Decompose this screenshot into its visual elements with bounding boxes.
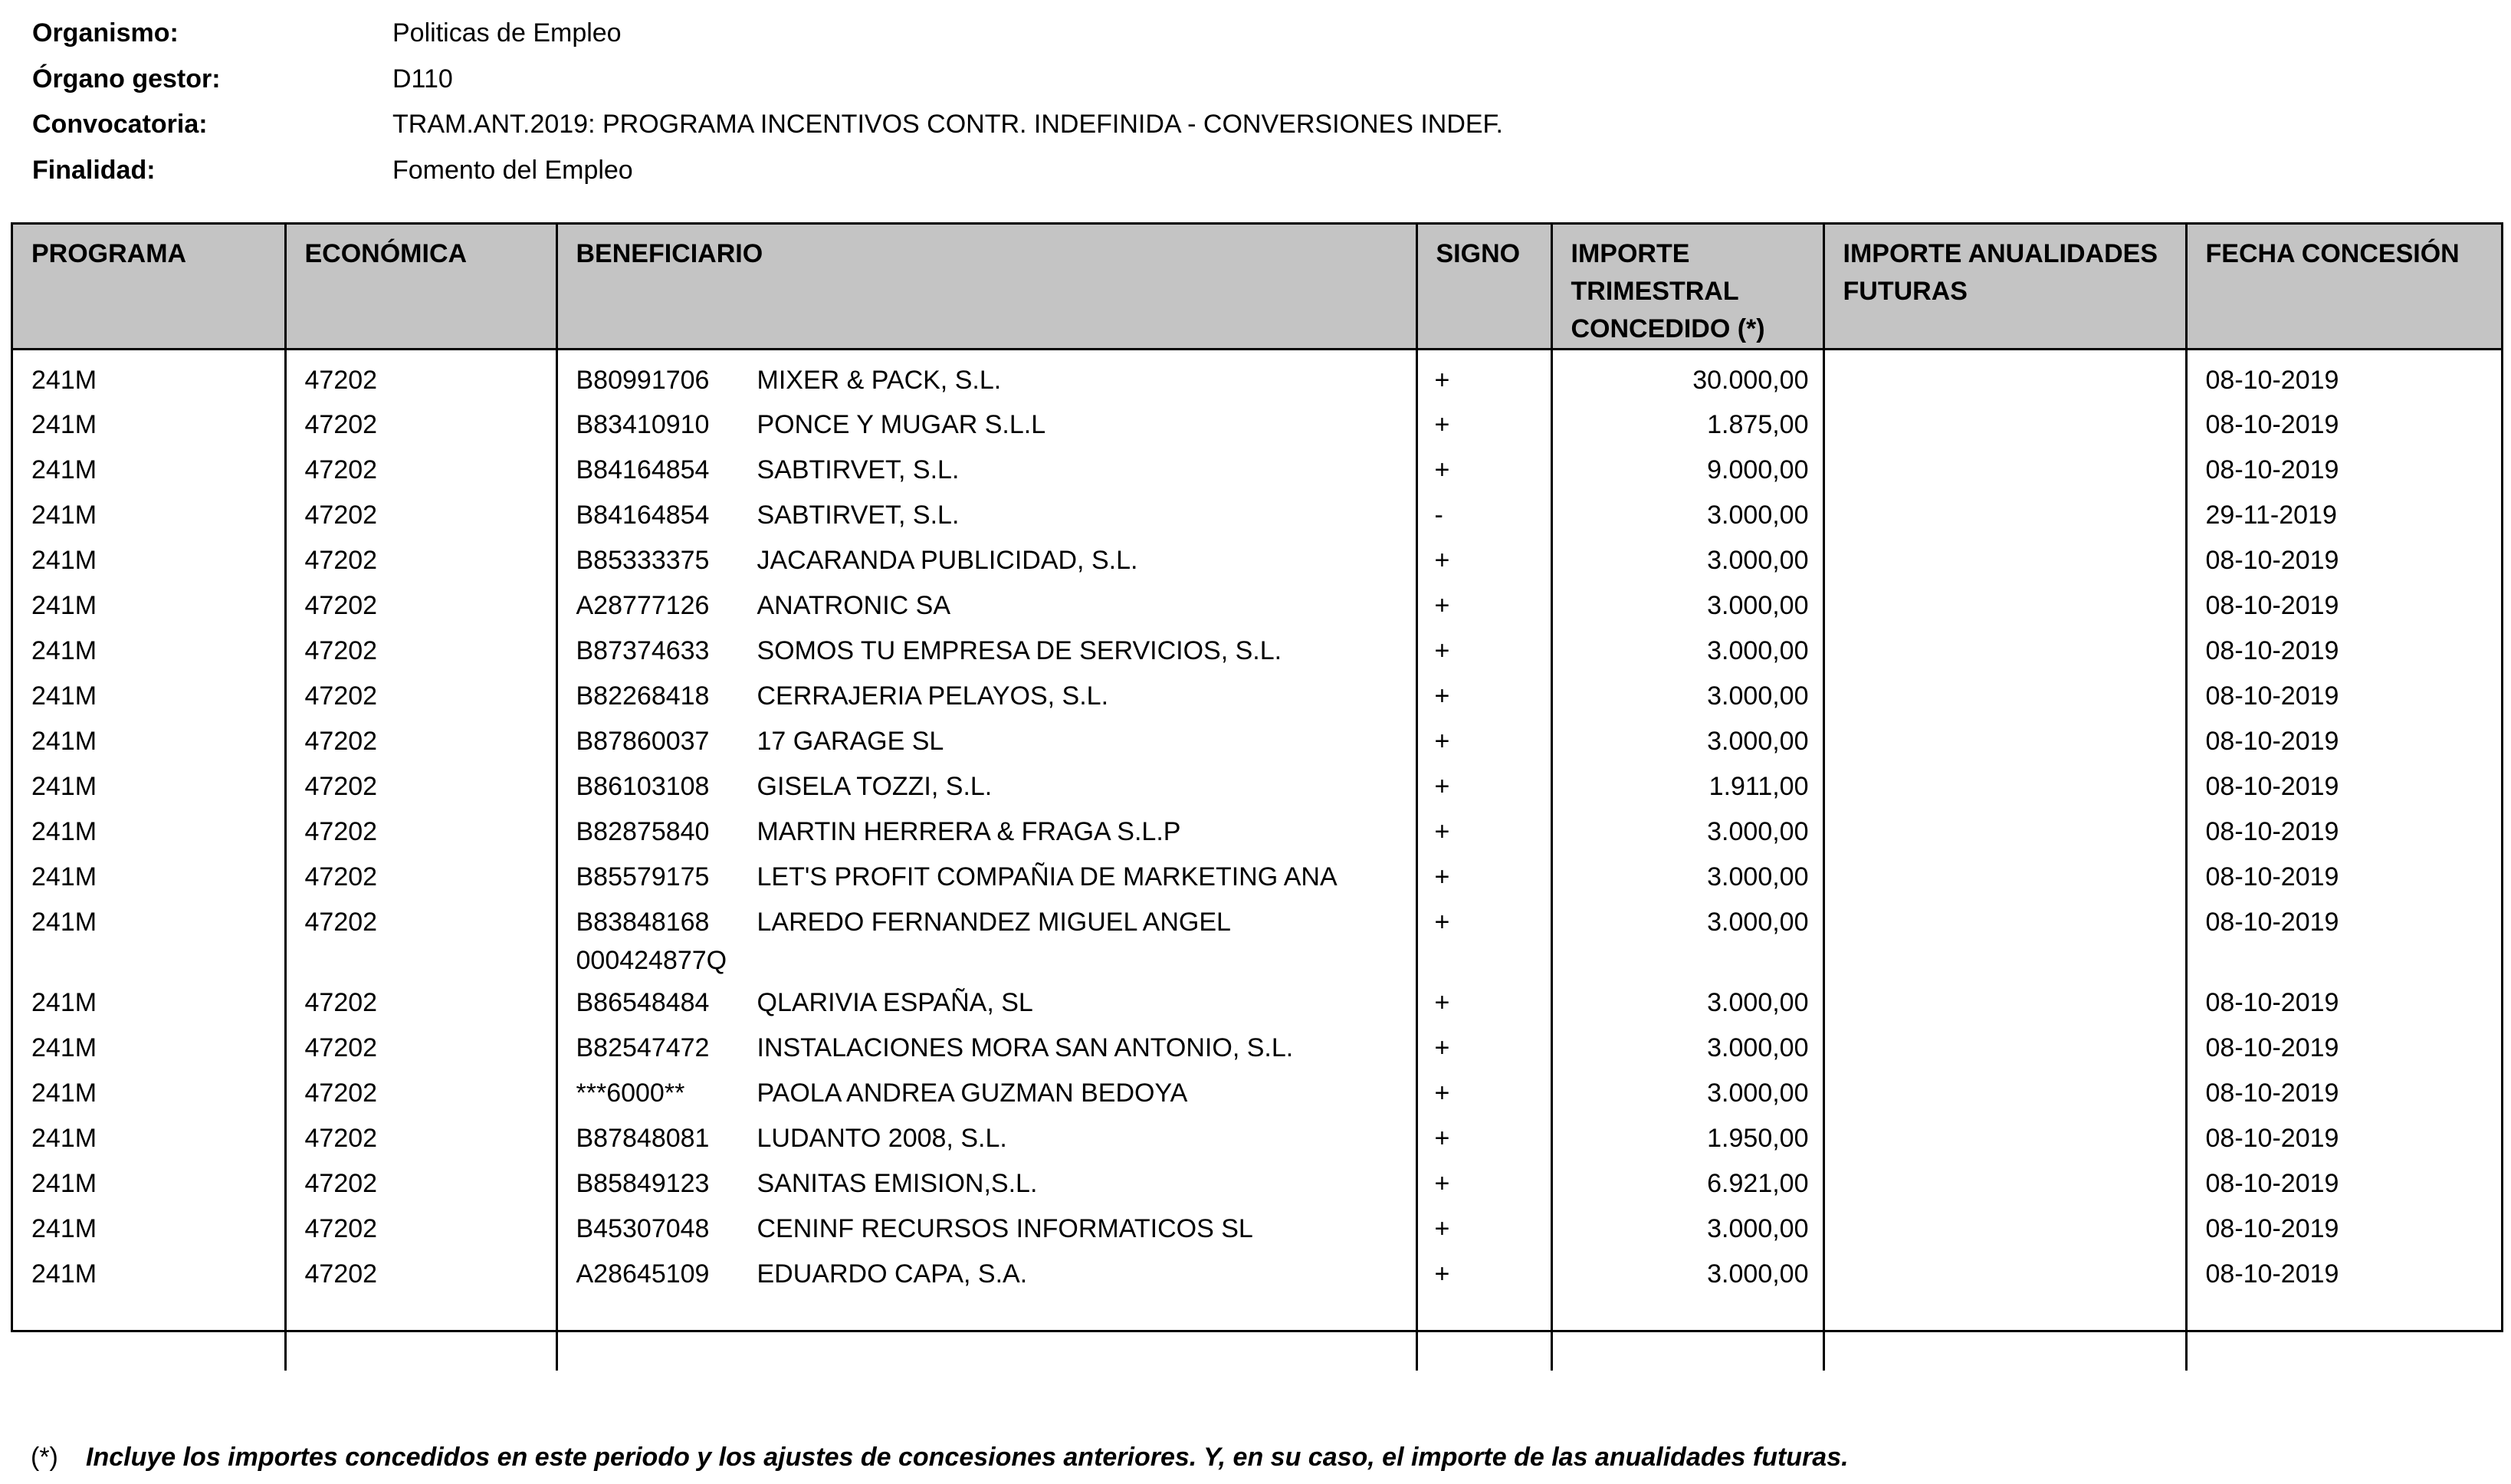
beneficiario-nif: B82547472 [576,1033,710,1062]
meta-value: Fomento del Empleo [392,155,633,185]
table-row [13,1161,2501,1206]
cell-beneficiario [556,980,1416,1025]
beneficiario-nombre: SABTIRVET, S.L. [757,455,960,484]
cell-signo: + [1416,1161,1551,1206]
cell-signo: + [1416,854,1551,899]
cell-importe-futuras [1823,809,2186,854]
cell-fecha-concesion: 08-10-2019 [2186,718,2501,763]
beneficiario-nombre: INSTALACIONES MORA SAN ANTONIO, S.L. [757,1033,1294,1062]
cell-programa: 241M [31,1123,97,1153]
footnote-text: Incluye los importes concedidos en este periodo y los ajustes de concesiones anteriores. Y, en su caso, el importe de las anualidades futuras. [86,1443,1849,1472]
cell-fecha-concesion: 08-10-2019 [2186,537,2501,583]
beneficiario-nombre: MARTIN HERRERA & FRAGA S.L.P [757,816,1181,846]
cell-programa: 241M [31,681,97,711]
footnote-mark: (*) [31,1443,58,1472]
cell-importe-futuras [1823,583,2186,628]
table-row [13,809,2501,854]
cell-economica: 47202 [285,1025,556,1070]
cell-fecha-concesion: 08-10-2019 [2186,583,2501,628]
beneficiario-nombre: CENINF RECURSOS INFORMATICOS SL [757,1213,1253,1243]
beneficiario-nif: B86548484 [576,987,710,1017]
cell-importe-futuras [1823,854,2186,899]
table-row [13,402,2501,447]
cell-economica: 47202 [285,537,556,583]
empty-cell [1823,1296,2186,1371]
empty-cell [1551,1296,1823,1371]
meta-label: Convocatoria: [32,110,208,140]
cell-economica: 47202 [285,899,556,980]
cell-beneficiario [556,1070,1416,1115]
beneficiario-nombre: ANATRONIC SA [757,590,951,620]
beneficiario-nif: B85579175 [576,862,710,891]
cell-fecha-concesion: 08-10-2019 [2186,1070,2501,1115]
cell-economica: 47202 [285,854,556,899]
cell-importe-futuras [1823,1025,2186,1070]
cell-importe-trimestral: 3.000,00 [1551,1251,1823,1296]
beneficiario-nif: B84164854 [576,500,710,530]
table-row [13,763,2501,809]
cell-fecha-concesion: 08-10-2019 [2186,628,2501,673]
cell-importe-futuras [1823,899,2186,980]
cell-fecha-concesion: 08-10-2019 [2186,854,2501,899]
cell-economica: 47202 [285,718,556,763]
cell-beneficiario [556,809,1416,854]
cell-importe-trimestral: 3.000,00 [1551,1206,1823,1251]
cell-economica: 47202 [285,492,556,537]
cell-importe-trimestral: 9.000,00 [1551,447,1823,492]
cell-economica: 47202 [285,628,556,673]
cell-signo: + [1416,350,1551,402]
table-row [13,583,2501,628]
cell-importe-futuras [1823,1206,2186,1251]
cell-programa: 241M [31,1033,97,1062]
table-row [13,537,2501,583]
cell-importe-trimestral: 3.000,00 [1551,980,1823,1025]
footnote [31,1443,1849,1473]
cell-programa: 241M [31,500,97,530]
cell-programa: 241M [31,545,97,575]
cell-programa: 241M [31,771,97,801]
meta-label: Órgano gestor: [32,64,221,94]
cell-importe-trimestral: 3.000,00 [1551,492,1823,537]
cell-fecha-concesion: 08-10-2019 [2186,1025,2501,1070]
beneficiario-nif: B83410910 [576,409,710,439]
cell-signo: + [1416,1251,1551,1296]
cell-fecha-concesion: 08-10-2019 [2186,1206,2501,1251]
cell-fecha-concesion: 08-10-2019 [2186,350,2501,402]
cell-programa: 241M [31,907,97,937]
cell-programa: 241M [31,590,97,620]
beneficiario-nif: B85333375 [576,545,710,575]
cell-signo: + [1416,1070,1551,1115]
beneficiario-nombre: GISELA TOZZI, S.L. [757,771,993,801]
cell-importe-futuras [1823,1161,2186,1206]
beneficiario-nif: ***6000** [576,1078,685,1108]
cell-signo: - [1416,492,1551,537]
cell-importe-futuras [1823,980,2186,1025]
cell-economica: 47202 [285,583,556,628]
cell-programa: 241M [31,816,97,846]
cell-economica: 47202 [285,350,556,402]
cell-beneficiario [556,492,1416,537]
header-importe-futuras: IMPORTE ANUALIDADES FUTURAS [1823,225,2186,350]
table-row [13,492,2501,537]
cell-programa: 241M [31,726,97,756]
cell-economica: 47202 [285,447,556,492]
cell-economica: 47202 [285,763,556,809]
cell-economica: 47202 [285,673,556,718]
cell-importe-futuras [1823,447,2186,492]
table-body [13,350,2501,1371]
cell-signo: + [1416,537,1551,583]
table-row [13,1025,2501,1070]
cell-importe-futuras [1823,350,2186,402]
beneficiario-nif: B84164854 [576,455,710,484]
cell-importe-trimestral: 6.921,00 [1551,1161,1823,1206]
cell-signo: + [1416,718,1551,763]
cell-beneficiario [556,1251,1416,1296]
cell-importe-trimestral: 3.000,00 [1551,718,1823,763]
beneficiario-nombre: LET'S PROFIT COMPAÑIA DE MARKETING ANA [757,862,1338,891]
cell-economica: 47202 [285,809,556,854]
cell-economica: 47202 [285,1206,556,1251]
meta-row-organo-gestor [32,57,1503,103]
cell-fecha-concesion: 08-10-2019 [2186,899,2501,980]
cell-programa: 241M [31,409,97,439]
cell-programa: 241M [31,1078,97,1108]
header-beneficiario: BENEFICIARIO [556,225,1416,350]
table-row [13,447,2501,492]
empty-cell [13,1296,285,1371]
beneficiario-nombre: CERRAJERIA PELAYOS, S.L. [757,681,1109,711]
cell-economica: 47202 [285,1161,556,1206]
beneficiario-nombre: PONCE Y MUGAR S.L.L [757,409,1046,439]
beneficiario-nombre: 17 GARAGE SL [757,726,944,756]
cell-importe-trimestral: 3.000,00 [1551,1025,1823,1070]
cell-signo: + [1416,628,1551,673]
meta-label: Organismo: [32,18,179,48]
cell-importe-futuras [1823,537,2186,583]
cell-beneficiario [556,718,1416,763]
cell-fecha-concesion: 08-10-2019 [2186,809,2501,854]
header-programa: PROGRAMA [13,225,285,350]
beneficiario-nif: A28645109 [576,1259,710,1289]
empty-cell [2186,1296,2501,1371]
cell-beneficiario [556,1025,1416,1070]
beneficiario-nif: B80991706 [576,366,710,395]
table-row [13,673,2501,718]
cell-importe-futuras [1823,402,2186,447]
cell-programa: 241M [31,455,97,484]
cell-beneficiario [556,350,1416,402]
beneficiario-nif: B87860037 [576,726,710,756]
beneficiario-nombre: QLARIVIA ESPAÑA, SL [757,987,1033,1017]
header-signo: SIGNO [1416,225,1551,350]
table-row [13,628,2501,673]
cell-fecha-concesion: 08-10-2019 [2186,402,2501,447]
cell-economica: 47202 [285,1251,556,1296]
beneficiario-nombre-continuation: 000424877Q [576,945,727,975]
cell-beneficiario [556,402,1416,447]
cell-beneficiario [556,628,1416,673]
cell-programa: 241M [31,987,97,1017]
cell-signo: + [1416,402,1551,447]
cell-fecha-concesion: 08-10-2019 [2186,1251,2501,1296]
cell-importe-trimestral: 3.000,00 [1551,1070,1823,1115]
cell-importe-trimestral: 1.911,00 [1551,763,1823,809]
meta-value: Politicas de Empleo [392,18,622,48]
table-row [13,1070,2501,1115]
cell-programa: 241M [31,1213,97,1243]
cell-beneficiario [556,1161,1416,1206]
table-row [13,1115,2501,1161]
cell-programa: 241M [31,1168,97,1198]
cell-beneficiario [556,673,1416,718]
document-metadata [32,11,1503,193]
cell-beneficiario [556,1206,1416,1251]
table-filler-row [13,1296,2501,1371]
cell-beneficiario [556,447,1416,492]
cell-economica: 47202 [285,402,556,447]
cell-fecha-concesion: 08-10-2019 [2186,673,2501,718]
beneficiario-nif: A28777126 [576,590,710,620]
grants-table [13,225,2501,1371]
cell-importe-futuras [1823,628,2186,673]
cell-importe-futuras [1823,1251,2186,1296]
beneficiario-nif: B87848081 [576,1123,710,1153]
cell-importe-trimestral: 3.000,00 [1551,809,1823,854]
cell-beneficiario [556,1115,1416,1161]
cell-importe-trimestral: 3.000,00 [1551,854,1823,899]
cell-programa: 241M [31,1259,97,1289]
cell-importe-trimestral: 3.000,00 [1551,899,1823,980]
cell-fecha-concesion: 08-10-2019 [2186,447,2501,492]
meta-row-organismo [32,11,1503,57]
meta-label: Finalidad: [32,155,156,185]
cell-programa: 241M [31,862,97,891]
cell-importe-trimestral: 1.875,00 [1551,402,1823,447]
cell-signo: + [1416,1206,1551,1251]
beneficiario-nombre: SANITAS EMISION,S.L. [757,1168,1038,1198]
beneficiario-nombre: PAOLA ANDREA GUZMAN BEDOYA [757,1078,1188,1108]
table-row [13,350,2501,402]
header-fecha-concesion: FECHA CONCESIÓN [2186,225,2501,350]
beneficiario-nombre: LUDANTO 2008, S.L. [757,1123,1007,1153]
beneficiario-nombre: MIXER & PACK, S.L. [757,366,1002,395]
beneficiario-nombre: EDUARDO CAPA, S.A. [757,1259,1028,1289]
empty-cell [1416,1296,1551,1371]
meta-value: TRAM.ANT.2019: PROGRAMA INCENTIVOS CONTR. INDEFINIDA - CONVERSIONES INDEF. [392,110,1504,140]
cell-fecha-concesion: 08-10-2019 [2186,1161,2501,1206]
cell-beneficiario [556,763,1416,809]
cell-fecha-concesion: 08-10-2019 [2186,1115,2501,1161]
beneficiario-nombre: LAREDO FERNANDEZ MIGUEL ANGEL [757,907,1231,937]
beneficiario-nif: B82268418 [576,681,710,711]
cell-importe-futuras [1823,1115,2186,1161]
cell-importe-futuras [1823,763,2186,809]
cell-importe-futuras [1823,718,2186,763]
table-row [13,854,2501,899]
header-economica: ECONÓMICA [285,225,556,350]
empty-cell [556,1296,1416,1371]
table-row [13,1251,2501,1296]
table-row [13,980,2501,1025]
cell-beneficiario [556,583,1416,628]
cell-signo: + [1416,673,1551,718]
table-row [13,1206,2501,1251]
beneficiario-nombre: SOMOS TU EMPRESA DE SERVICIOS, S.L. [757,635,1282,665]
beneficiario-nif: B45307048 [576,1213,710,1243]
cell-importe-futuras [1823,673,2186,718]
cell-fecha-concesion: 29-11-2019 [2186,492,2501,537]
cell-economica: 47202 [285,1115,556,1161]
meta-row-convocatoria [32,102,1503,148]
table-header-row [13,225,2501,350]
cell-signo: + [1416,1115,1551,1161]
meta-value: D110 [392,64,453,94]
cell-signo: + [1416,809,1551,854]
cell-importe-trimestral: 30.000,00 [1551,350,1823,402]
beneficiario-nombre: JACARANDA PUBLICIDAD, S.L. [757,545,1138,575]
cell-programa: 241M [31,635,97,665]
cell-fecha-concesion: 08-10-2019 [2186,763,2501,809]
beneficiario-nif: B85849123 [576,1168,710,1198]
cell-programa: 241M [31,366,97,395]
cell-beneficiario [556,537,1416,583]
cell-importe-trimestral: 3.000,00 [1551,583,1823,628]
cell-signo: + [1416,899,1551,980]
cell-economica: 47202 [285,1070,556,1115]
cell-importe-trimestral: 3.000,00 [1551,628,1823,673]
beneficiario-nif: B83848168 [576,907,710,937]
beneficiario-nif: B82875840 [576,816,710,846]
cell-signo: + [1416,763,1551,809]
beneficiario-nif: B87374633 [576,635,710,665]
cell-importe-futuras [1823,492,2186,537]
table-row [13,899,2501,980]
cell-importe-trimestral: 3.000,00 [1551,673,1823,718]
beneficiario-nif: B86103108 [576,771,710,801]
cell-signo: + [1416,980,1551,1025]
cell-economica: 47202 [285,980,556,1025]
cell-importe-futuras [1823,1070,2186,1115]
meta-row-finalidad [32,148,1503,194]
beneficiario-nombre: SABTIRVET, S.L. [757,500,960,530]
cell-beneficiario [556,854,1416,899]
empty-cell [285,1296,556,1371]
cell-signo: + [1416,1025,1551,1070]
cell-fecha-concesion: 08-10-2019 [2186,980,2501,1025]
table-row [13,718,2501,763]
header-importe-trimestral: IMPORTE TRIMESTRAL CONCEDIDO (*) [1551,225,1823,350]
cell-importe-trimestral: 3.000,00 [1551,537,1823,583]
grants-table-frame [11,222,2503,1332]
cell-beneficiario [556,899,1416,980]
cell-importe-trimestral: 1.950,00 [1551,1115,1823,1161]
cell-signo: + [1416,583,1551,628]
cell-signo: + [1416,447,1551,492]
